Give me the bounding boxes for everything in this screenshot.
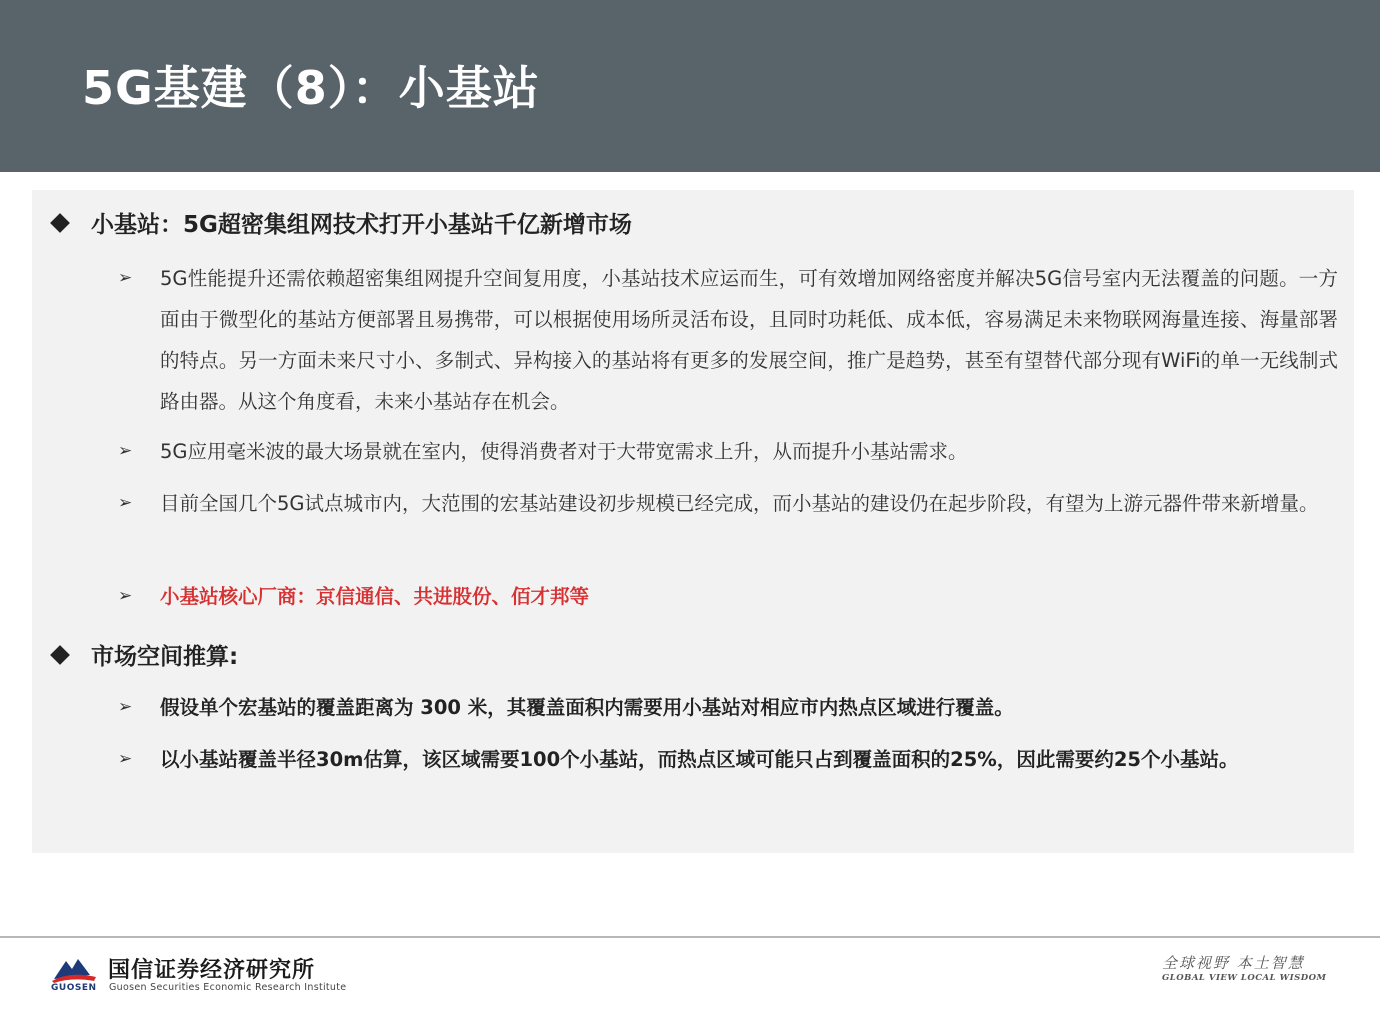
bullet-text: 5G性能提升还需依赖超密集组网提升空间复用度，小基站技术应运而生，可有效增加网络密度并解决5G信号室内无法覆盖的问题。一方面由于微型化的基站方便部署且易携带，可以根据使用场所灵活布设，且同时功耗低、成本低，容易满足未来物联网海量连接、海量部署的特点。另一方面未来尺寸小、多制式、异构接入的基站将有更多的发展空间，推广是趋势，甚至有望替代部分现有WiFi的单一无线制式路由器。从这个角度看，未来小基站存在机会。 (160, 267, 1338, 413)
bullet-item (118, 431, 1338, 472)
arrow-bullet-icon: ➢ (118, 749, 133, 769)
bullet-text: 目前全国几个5G试点城市内，大范围的宏基站建设初步规模已经完成，而小基站的建设仍在起步阶段，有望为上游元器件带来新增量。 (160, 492, 1319, 515)
bullet-item (118, 483, 1338, 524)
arrow-bullet-icon: ➢ (118, 697, 133, 717)
bullet-text-highlight: 小基站核心厂商：京信通信、共进股份、佰才邦等 (160, 585, 590, 608)
bullet-item (118, 258, 1338, 422)
slogan-en: GLOBAL VIEW LOCAL WISDOM (1162, 973, 1327, 983)
company-name-en: Guosen Securities Economic Research Institute (109, 982, 347, 993)
bullet-text: 以小基站覆盖半径30m估算，该区域需要100个小基站，而热点区域可能只占到覆盖面积的25%，因此需要约25个小基站。 (160, 748, 1239, 771)
slogan-cn: 全球视野 本土智慧 (1162, 954, 1305, 972)
logo-text: GUOSEN (51, 983, 97, 993)
header-bar (0, 0, 1380, 172)
section-heading-market (50, 638, 238, 671)
section-heading-text: 市场空间推算: (91, 644, 239, 670)
bullet-item (118, 687, 1338, 728)
bullet-text: 5G应用毫米波的最大场景就在室内，使得消费者对于大带宽需求上升，从而提升小基站需求。 (160, 440, 968, 463)
arrow-bullet-icon: ➢ (118, 586, 133, 606)
footer-divider (0, 936, 1380, 938)
page-title: 5G基建（8）：小基站 (82, 61, 540, 115)
bullet-item (118, 739, 1338, 780)
bullet-item-vendors (118, 576, 1338, 617)
section-heading-small-cell (50, 206, 632, 239)
diamond-bullet-icon (50, 213, 70, 233)
arrow-bullet-icon: ➢ (118, 268, 133, 288)
diamond-bullet-icon (50, 645, 70, 665)
bullet-text: 假设单个宏基站的覆盖距离为 300 米，其覆盖面积内需要用小基站对相应市内热点区域进行覆盖。 (160, 696, 1014, 719)
company-name-cn: 国信证券经济研究所 (108, 958, 316, 983)
arrow-bullet-icon: ➢ (118, 441, 133, 461)
section-heading-text: 小基站：5G超密集组网技术打开小基站千亿新增市场 (91, 212, 632, 238)
arrow-bullet-icon: ➢ (118, 493, 133, 513)
